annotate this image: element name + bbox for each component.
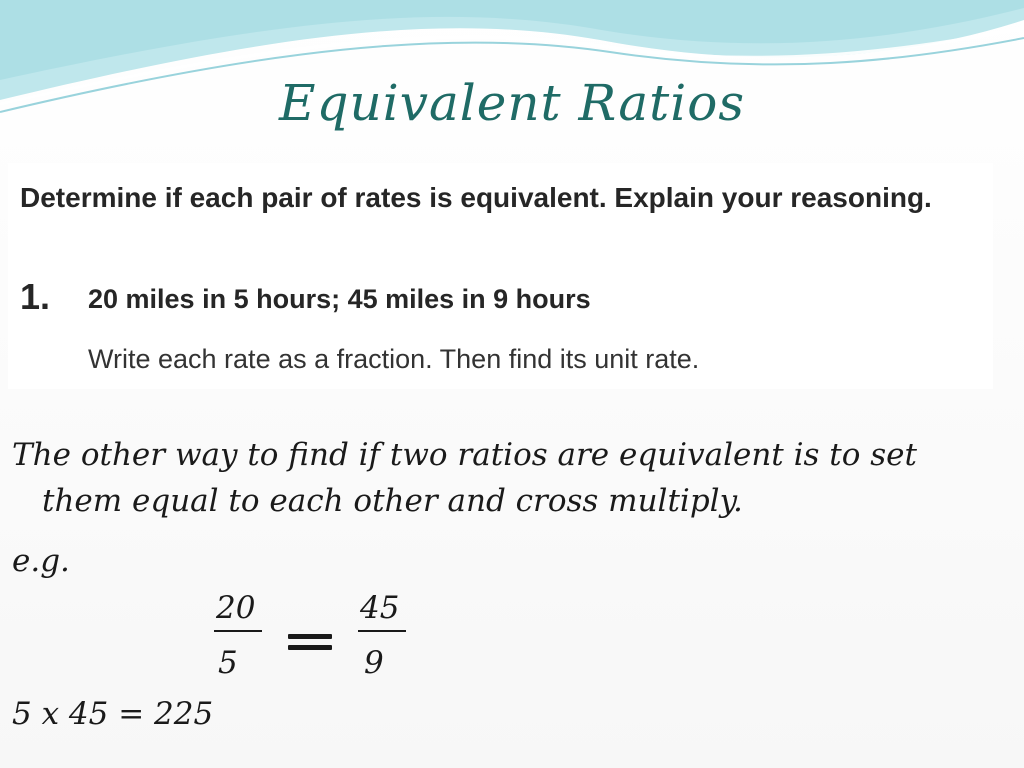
left-numerator: 20: [216, 590, 256, 626]
problem-number: 1.: [20, 276, 51, 317]
explanation-line-2: them equal to each other and cross multiply.: [42, 483, 743, 519]
problem-hint: Write each rate as a fraction. Then find its unit rate.: [88, 344, 700, 374]
explanation-line-1: The other way to find if two ratios are equivalent is to set: [12, 437, 917, 473]
right-fraction-bar: [358, 630, 406, 632]
textbook-problem-excerpt: [8, 163, 993, 389]
problem-question: 20 miles in 5 hours; 45 miles in 9 hours: [88, 284, 591, 314]
slide-title: Equivalent Ratios: [279, 74, 745, 132]
right-numerator: 45: [360, 590, 400, 626]
right-denominator: 9: [364, 645, 384, 681]
equals-sign: [288, 632, 332, 652]
left-fraction-bar: [214, 630, 262, 632]
problem-instructions: Determine if each pair of rates is equivalent. Explain your reasoning.: [20, 182, 932, 213]
cross-multiply-calculation: 5 x 45 = 225: [12, 696, 214, 732]
explanation-text: [12, 432, 1012, 524]
example-label: e.g.: [12, 543, 70, 579]
left-denominator: 5: [218, 645, 238, 681]
